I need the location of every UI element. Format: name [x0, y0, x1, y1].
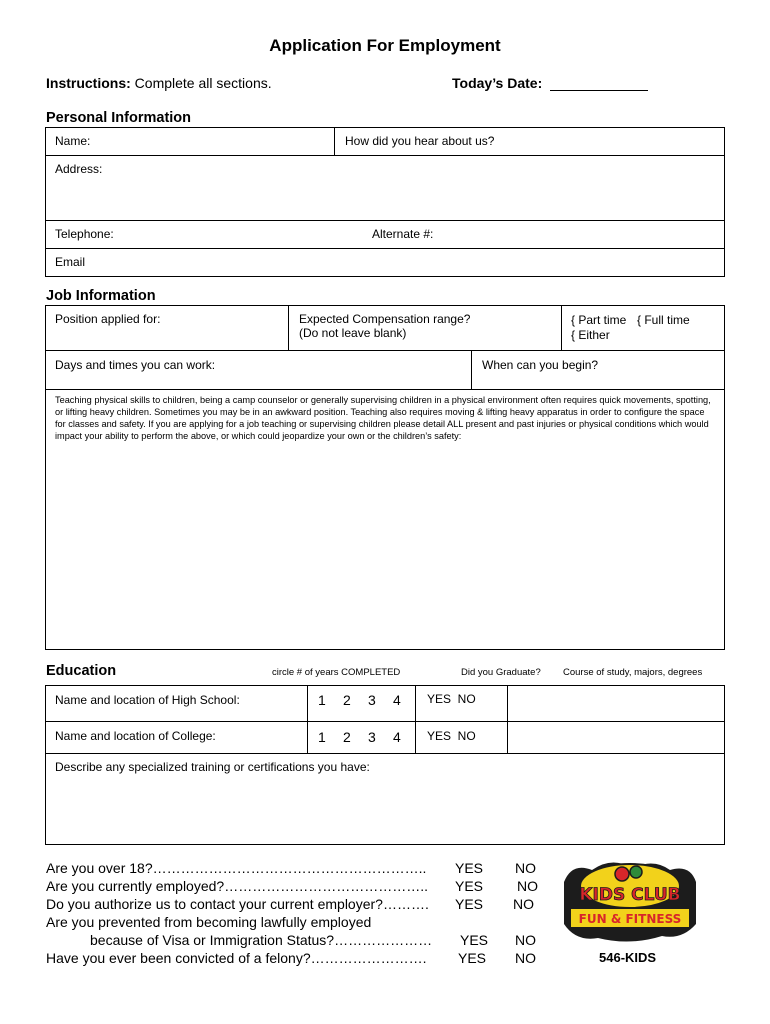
compensation-note: (Do not leave blank)	[299, 326, 407, 340]
over-18-yes[interactable]: YES	[455, 860, 484, 876]
address-field[interactable]: Address:	[55, 162, 103, 176]
page-title: Application For Employment	[269, 36, 501, 55]
question-over-18: Are you over 18?…………………………………………………..	[46, 860, 427, 876]
divider	[45, 248, 725, 249]
felony-no[interactable]: NO	[515, 950, 536, 966]
year-option[interactable]: 2	[343, 729, 351, 745]
felony-yes[interactable]: YES	[458, 950, 487, 966]
days-times-field[interactable]: Days and times you can work:	[55, 358, 216, 372]
year-option[interactable]: 3	[368, 692, 376, 708]
email-field[interactable]: Email	[55, 255, 86, 269]
personal-table	[45, 127, 725, 277]
visa-yes[interactable]: YES	[460, 932, 489, 948]
name-field[interactable]: Name:	[55, 134, 91, 148]
fulltime-option[interactable]: { Full time	[637, 313, 690, 327]
logo-graphic	[562, 860, 698, 946]
instructions-text: Complete all sections.	[134, 75, 272, 91]
college-field[interactable]: Name and location of College:	[55, 729, 216, 743]
year-option[interactable]: 4	[393, 729, 401, 745]
question-contact-employer: Do you authorize us to contact your current employer?……….	[46, 896, 429, 912]
contact-no[interactable]: NO	[513, 896, 534, 912]
question-employed: Are you currently employed?……………………………………..	[46, 878, 428, 894]
hs-graduated[interactable]: YES NO	[427, 692, 476, 706]
logo-line2: FUN & FITNESS	[578, 912, 682, 926]
divider	[45, 721, 725, 722]
college-years	[318, 729, 418, 745]
divider	[45, 389, 725, 390]
personal-heading: Personal Information	[46, 110, 192, 126]
either-option[interactable]: { Either	[571, 328, 610, 342]
employed-yes[interactable]: YES	[455, 878, 484, 894]
employed-no[interactable]: NO	[517, 878, 538, 894]
education-heading: Education	[46, 663, 117, 679]
alternate-phone-field[interactable]: Alternate #:	[372, 227, 434, 241]
hear-about-field[interactable]: How did you hear about us?	[345, 134, 495, 148]
years-header: circle # of years COMPLETED	[272, 667, 401, 678]
physical-notice: Teaching physical skills to children, being a camp counselor or generally supervising children in a physical environment often requires quick movements, spotting, or lifting heavy children. Sometimes you may be in an awkward position. Teaching also requires moving & lifting heavy apparatus in order to configure the space for classes and safety. If you are applying for a job teaching or supervising children please detail ALL present and past injuries or physical conditions which would impact your ability to perform the above, or which could jeopardize your own or the children’s safety:	[55, 395, 711, 441]
job-table	[45, 305, 725, 650]
visa-no[interactable]: NO	[515, 932, 536, 948]
year-option[interactable]: 4	[393, 692, 401, 708]
parttime-option[interactable]: { Part time	[571, 313, 627, 327]
year-option[interactable]: 2	[343, 692, 351, 708]
job-heading: Job Information	[46, 288, 156, 304]
kids-club-logo	[562, 860, 698, 946]
todays-date	[452, 75, 648, 91]
divider	[334, 127, 335, 155]
high-school-field[interactable]: Name and location of High School:	[55, 693, 240, 707]
instructions-label: Instructions:	[46, 75, 131, 91]
phone-number: 546-KIDS	[599, 950, 657, 965]
hs-years	[318, 692, 418, 708]
divider	[507, 685, 508, 753]
graduate-header: Did you Graduate?	[461, 667, 541, 678]
question-felony: Have you ever been convicted of a felony?…………………….	[46, 950, 427, 966]
divider	[45, 753, 725, 754]
divider	[45, 350, 725, 351]
divider	[471, 350, 472, 389]
year-option[interactable]: 3	[368, 729, 376, 745]
logo-line1: KIDS CLUB	[579, 885, 681, 905]
over-18-no[interactable]: NO	[515, 860, 536, 876]
contact-yes[interactable]: YES	[455, 896, 484, 912]
divider	[307, 685, 308, 753]
todays-date-label: Today’s Date:	[452, 75, 543, 91]
course-header: Course of study, majors, degrees	[563, 667, 703, 678]
question-visa-cont: because of Visa or Immigration Status?…………………	[90, 932, 433, 948]
start-date-field[interactable]: When can you begin?	[482, 358, 599, 372]
college-graduated[interactable]: YES NO	[427, 729, 476, 743]
year-option[interactable]: 1	[318, 729, 326, 745]
compensation-label: Expected Compensation range?	[299, 312, 471, 326]
divider	[45, 155, 725, 156]
divider	[561, 305, 562, 350]
instructions	[46, 75, 272, 91]
todays-date-field[interactable]	[550, 76, 648, 91]
year-option[interactable]: 1	[318, 692, 326, 708]
divider	[45, 220, 725, 221]
telephone-field[interactable]: Telephone:	[55, 227, 114, 241]
position-field[interactable]: Position applied for:	[55, 312, 161, 326]
question-visa: Are you prevented from becoming lawfully employed	[46, 914, 372, 930]
training-field[interactable]: Describe any specialized training or certifications you have:	[55, 760, 370, 774]
divider	[288, 305, 289, 350]
